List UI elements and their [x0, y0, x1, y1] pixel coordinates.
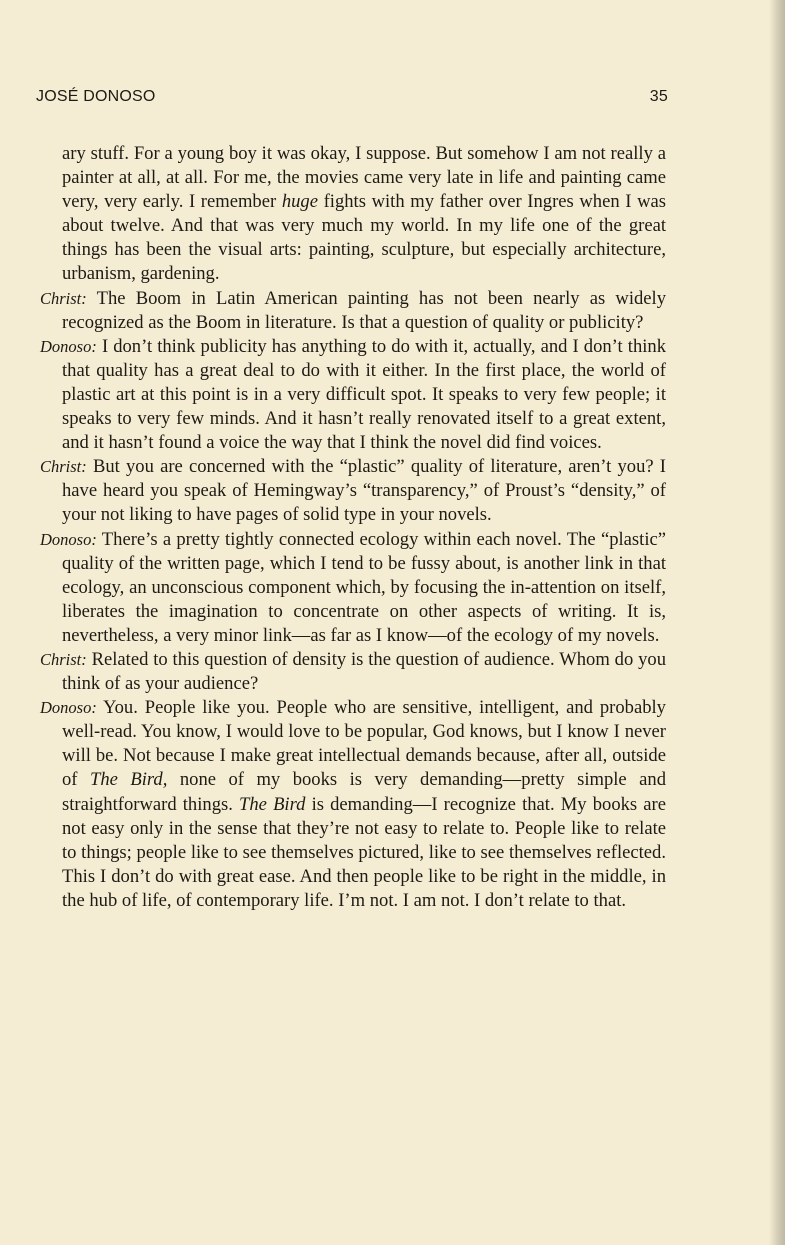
interview-paragraph: [40, 696, 666, 913]
page-gutter-shadow: [769, 0, 785, 1245]
paragraph-text: ary stuff. For a young boy it was okay, I suppose. But somehow I am not really a painter at all, at all. For me, the movies came very late in life and painting came very, very early. I remember: [62, 143, 666, 213]
speaker-label: Donoso:: [40, 336, 97, 356]
speaker-label: Donoso:: [40, 529, 97, 549]
interview-text: [40, 142, 666, 913]
paragraph-text: none of my books is very demanding—pretty simple and straightforward things.: [62, 769, 666, 815]
speaker-label: Donoso:: [40, 698, 97, 718]
interview-paragraph: [40, 528, 666, 648]
paragraph-text: is demanding—I recognize that. My books are not easy only in the sense that they’re not easy to relate to. People like to relate to things; people like to see themselves pictured, like to see themselves reflected. This I don’t do with great ease. And then people like to be right in the middle, in the hub of life, of contemporary life. I’m not. I am not. I don’t relate to that.: [62, 793, 667, 911]
italic-text: The Bird: [239, 793, 306, 815]
paragraph-text: Related to this question of density is the question of audience. Whom do you think of as your audience?: [62, 648, 666, 695]
interview-paragraph: [40, 648, 666, 696]
page-number: 35: [649, 88, 668, 105]
page-header: [36, 88, 668, 110]
paragraph-text: You. People like you. People who are sensitive, intelligent, and probably well-read. You know, I would love to be popular, God knows, but I know I never will be. Not because I make great intellectual demands because, after all, outside of: [62, 697, 666, 791]
italic-text: huge: [281, 191, 318, 213]
interview-paragraph: [40, 142, 666, 287]
speaker-label: Christ:: [40, 457, 87, 477]
speaker-label: Christ:: [40, 649, 87, 669]
paragraph-text: But you are concerned with the “plastic” quality of literature, aren’t you? I have heard you speak of Hemingway’s “transparency,” of Proust’s “density,” of your not liking to have pages of solid type in your novels.: [62, 456, 666, 526]
paragraph-text: I don’t think publicity has anything to do with it, actually, and I don’t think that quality has a great deal to do with it either. In the first place, the world of plastic art at this point is in a very difficult spot. It speaks to very few people; it speaks to very few minds. And it hasn’t really renovated itself to a great extent, and it hasn’t found a voice the way that I think the novel did find voices.: [62, 335, 666, 454]
paragraph-text: There’s a pretty tightly connected ecology within each novel. The “plastic” quality of the written page, which I tend to be fussy about, is another link in that ecology, an unconscious component which, by focusing the in-attention on itself, liberates the imagination to concentrate on other aspects of writing. It is, nevertheless, a very minor link—as far as I know—of the ecology of my novels.: [62, 528, 666, 646]
running-head: JOSÉ DONOSO: [36, 88, 156, 105]
interview-paragraph: [40, 455, 666, 527]
interview-paragraph: [40, 335, 666, 455]
paragraph-text: The Boom in Latin American painting has not been nearly as widely recognized as the Boom in literature. Is that a question of quality or publicity?: [62, 287, 666, 333]
speaker-label: Christ:: [40, 288, 87, 308]
paragraph-text: fights with my father over Ingres when I was about twelve. And that was very much my world. In my life one of the great things has been the visual arts: painting, sculpture, but especially architecture, urbanism, gardening.: [62, 191, 667, 285]
interview-paragraph: [40, 287, 666, 335]
italic-text: The Bird,: [89, 769, 168, 791]
